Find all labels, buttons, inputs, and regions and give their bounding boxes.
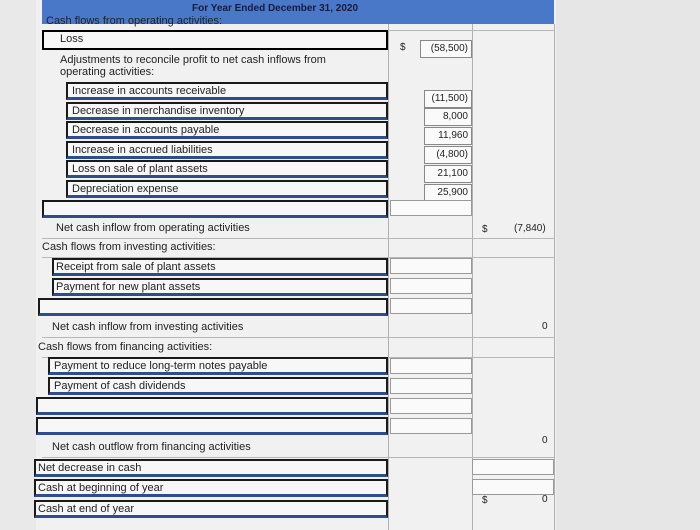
net-decrease-label: Net decrease in cash [38,462,142,474]
ending-cash-input[interactable] [34,500,388,518]
net-financing-label: Net cash outflow from financing activities [52,441,251,453]
op-item-amount-input[interactable] [424,127,472,145]
net-operating-row [42,218,554,239]
adjustments-label: Adjustments to reconcile profit to net cash inflows from operating activities: [60,54,326,78]
operating-heading: Cash flows from operating activities: [46,15,223,27]
fin-blank-amount-input[interactable] [390,418,472,434]
fin-blank-input[interactable] [36,397,388,415]
op-item-amount: 25,900 [437,187,468,198]
op-item-label: Increase in accrued liabilities [72,144,213,156]
fin-item-label: Payment of cash dividends [54,380,186,392]
op-item-input[interactable] [66,180,388,198]
net-investing-amount: 0 [542,321,548,332]
op-item-amount: 11,960 [438,130,468,141]
net-operating-dollar: $ [482,224,488,235]
op-item-amount: 21,100 [437,168,468,179]
financing-heading-row [38,338,554,358]
inv-item-input[interactable] [52,278,388,296]
adjustments-row [42,52,554,82]
op-item-amount-input[interactable] [424,108,472,126]
op-item-amount: (11,500) [431,93,468,104]
beginning-cash-input[interactable] [34,479,388,497]
inv-item-label: Payment for new plant assets [56,281,201,293]
net-operating-amount: (7,840) [514,223,546,234]
investing-heading: Cash flows from investing activities: [42,241,216,253]
column-divider [554,24,555,530]
op-item-label: Decrease in accounts payable [72,124,220,136]
net-decrease-input[interactable] [34,459,388,477]
financing-heading: Cash flows from financing activities: [38,341,213,353]
loss-amount: (58,500) [430,43,468,54]
net-financing-amount: 0 [542,435,548,446]
investing-heading-row [42,238,554,258]
net-investing-row [42,318,554,338]
op-item-amount-input[interactable] [424,165,472,183]
fin-item-input[interactable] [48,357,388,375]
op-item-label: Decrease in merchandise inventory [72,105,245,117]
inv-item-label: Receipt from sale of plant assets [56,261,216,273]
op-item-input[interactable] [66,121,388,139]
ending-cash-dollar: $ [482,495,488,506]
op-item-amount-input[interactable] [424,146,472,164]
op-item-input[interactable] [66,102,388,120]
op-item-label: Depreciation expense [72,183,179,195]
op-item-label: Loss on sale of plant assets [72,163,208,175]
operating-heading-row [42,10,554,31]
fin-item-label: Payment to reduce long-term notes payable [54,360,268,372]
fin-item-input[interactable] [48,377,388,395]
loss-label-input[interactable] [42,30,388,50]
ending-cash-label: Cash at end of year [38,503,135,515]
op-item-input[interactable] [66,160,388,178]
op-item-amount: (4,800) [436,149,468,160]
fin-item-amount-input[interactable] [390,378,472,394]
background-right [556,0,700,530]
op-item-input[interactable] [66,82,388,100]
inv-item-amount-input[interactable] [390,258,472,274]
beginning-cash-label: Cash at beginning of year [38,482,164,494]
net-investing-label: Net cash inflow from investing activities [52,321,244,333]
fin-item-amount-input[interactable] [390,358,472,374]
op-item-input[interactable] [66,141,388,159]
fin-blank-input[interactable] [36,417,388,435]
net-operating-label: Net cash inflow from operating activities [56,222,250,234]
fin-blank-amount-input[interactable] [390,398,472,414]
inv-blank-input[interactable] [38,298,388,316]
op-item-amount: 8,000 [442,111,468,122]
net-decrease-amount-input[interactable] [472,459,554,475]
inv-item-amount-input[interactable] [390,278,472,294]
loss-dollar: $ [400,42,406,53]
inv-item-input[interactable] [52,258,388,276]
op-item-label: Increase in accounts receivable [72,85,227,97]
op-blank-amount-input[interactable] [390,200,472,216]
op-blank-input[interactable] [42,200,388,218]
ending-cash-amount: 0 [542,494,548,505]
net-financing-row [42,438,554,458]
inv-blank-amount-input[interactable] [390,298,472,314]
op-item-amount-input[interactable] [424,90,472,108]
loss-label: Loss [60,33,84,45]
beginning-cash-amount-input[interactable] [472,479,554,495]
statement-title: For Year Ended December 31, 2020 [192,3,359,14]
